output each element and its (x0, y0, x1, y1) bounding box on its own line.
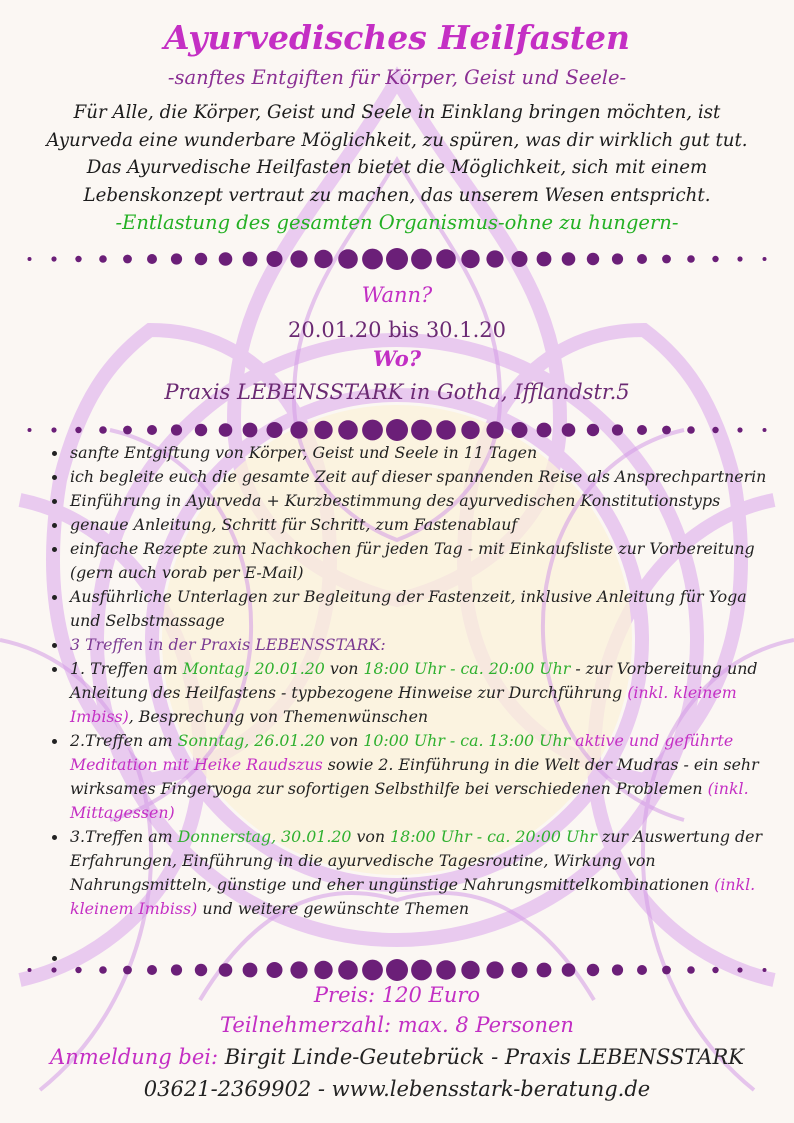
divider-dot (123, 966, 132, 975)
divider-dot (662, 966, 671, 975)
dot-divider (0, 417, 794, 443)
divider-dot (314, 250, 332, 268)
feature-list (48, 441, 768, 921)
divider-dot (28, 257, 32, 261)
divider-dot (486, 421, 503, 438)
divider-dot (338, 249, 358, 269)
divider-dot (267, 962, 283, 978)
divider-dot (219, 963, 233, 977)
divider-dot (362, 960, 383, 981)
contact: 03621-2369902 - www.lebensstark-beratung.de (143, 1077, 651, 1101)
divider-dot (99, 426, 107, 434)
signup-name: Birgit Linde-Geutebrück - Praxis LEBENSSTARK (218, 1045, 744, 1069)
signup-label: Anmeldung bei: (50, 1045, 219, 1069)
divider-dot (763, 257, 767, 261)
divider-dot (486, 961, 503, 978)
divider-dot (737, 256, 742, 261)
intro-line: Lebenskonzept vertraut zu machen, das unserem Wesen entspricht. (83, 184, 711, 206)
divider-dot (219, 423, 233, 437)
divider-dot (99, 255, 107, 263)
divider-dot (219, 252, 233, 266)
divider-dot (51, 427, 56, 432)
divider-dot (28, 428, 32, 432)
divider-dot (386, 419, 408, 441)
divider-dot (712, 256, 718, 262)
signup (0, 1045, 794, 1069)
meeting-1: 1. Treffen am Montag, 20.01.20 von 18:00 Uhr - ca. 20:00 Uhr - zur Vorbereitung und Anleitung des Heilfastens - typbezogene Hinweise zur Durchführung (inkl. kleinem Imbiss), Besprechung von Themenwünschen (48, 657, 768, 729)
divider-dot (461, 961, 479, 979)
divider-dot (662, 255, 671, 264)
divider-dot (51, 256, 56, 261)
divider-dot (436, 960, 456, 980)
divider-dot (123, 255, 132, 264)
empty-bullet (52, 956, 57, 961)
list-item: genaue Anleitung, Schritt für Schritt, zum Fastenablauf (48, 513, 768, 537)
divider-dot (243, 252, 258, 267)
divider-dot (537, 252, 552, 267)
when-label: Wann? (361, 283, 433, 307)
divider-dot (314, 961, 332, 979)
list-item: sanfte Entgiftung von Körper, Geist und Seele in 11 Tagen (48, 441, 768, 465)
meeting-2: 2.Treffen am Sonntag, 26.01.20 von 10:00 Uhr - ca. 13:00 Uhr aktive und geführte Meditation mit Heike Raudszus sowie 2. Einführung in die Welt der Mudras - ein sehr wirksames Fingeryoga zur sofortigen Selbsthilfe bei verschiedenen Problemen (inkl. Mittagessen) (48, 729, 768, 825)
divider-dot (147, 965, 157, 975)
divider-dot (562, 963, 576, 977)
intro-line: Das Ayurvedische Heilfasten bietet die Möglichkeit, sich mit einem (86, 157, 708, 178)
divider-dot (75, 256, 81, 262)
divider-dot (436, 420, 456, 440)
divider-dot (562, 423, 576, 437)
divider-dot (51, 967, 56, 972)
divider-dot (587, 253, 599, 265)
intro-line: Ayurveda eine wunderbare Möglichkeit, zu spüren, was dir wirklich gut tut. (46, 129, 748, 151)
meetings-intro: 3 Treffen in der Praxis LEBENSSTARK: (48, 633, 768, 657)
divider-dot (763, 428, 767, 432)
subtitle: -sanftes Entgiften für Körper, Geist und Seele- (167, 66, 627, 89)
list-item: Einführung in Ayurveda + Kurzbestimmung des ayurvedischen Konstitutionstyps (48, 489, 768, 513)
divider-dot (612, 253, 623, 264)
divider-dot (411, 960, 432, 981)
divider-dot (267, 251, 283, 267)
divider-dot (687, 966, 695, 974)
divider-dot (99, 966, 107, 974)
divider-dot (737, 967, 742, 972)
tagline: -Entlastung des gesamten Organismus-ohne zu hungern- (115, 211, 679, 234)
dot-divider (0, 957, 794, 983)
divider-dot (461, 250, 479, 268)
divider-dot (290, 421, 307, 438)
divider-dot (171, 253, 182, 264)
divider-dot (436, 249, 456, 269)
divider-dot (637, 965, 647, 975)
divider-dot (612, 424, 623, 435)
divider-dot (587, 964, 599, 976)
divider-dot (267, 422, 283, 438)
where-value: Praxis LEBENSSTARK in Gotha, Ifflandstr.5 (164, 380, 630, 404)
divider-dot (362, 249, 383, 270)
page-title: Ayurvedisches Heilfasten (164, 18, 630, 57)
divider-dot (512, 251, 528, 267)
price: Preis: 120 Euro (313, 983, 481, 1007)
divider-dot (587, 424, 599, 436)
divider-dot (763, 968, 767, 972)
divider-dot (737, 427, 742, 432)
divider-dot (171, 964, 182, 975)
divider-dot (662, 426, 671, 435)
intro-line: Für Alle, die Körper, Geist und Seele in Einklang bringen möchten, ist (73, 102, 721, 123)
divider-dot (243, 963, 258, 978)
divider-dot (537, 423, 552, 438)
meeting-3: 3.Treffen am Donnerstag, 30.01.20 von 18:00 Uhr - ca. 20:00 Uhr zur Auswertung der Erfahrungen, Einführung in die ayurvedische Tagesroutine, Wirkung von Nahrungsmitteln, günstige und eher ungünstige Nahrungsmittelkombinationen (inkl. kleinem Imbiss) und weitere gewünschte Themen (48, 825, 768, 921)
divider-dot (461, 421, 479, 439)
divider-dot (147, 254, 157, 264)
divider-dot (338, 420, 358, 440)
divider-dot (386, 959, 408, 981)
divider-dot (362, 420, 383, 441)
divider-dot (637, 425, 647, 435)
divider-dot (290, 250, 307, 267)
divider-dot (195, 424, 207, 436)
divider-dot (562, 252, 576, 266)
divider-dot (687, 255, 695, 263)
participants: Teilnehmerzahl: max. 8 Personen (220, 1013, 574, 1037)
divider-dot (338, 960, 358, 980)
intro-text (20, 99, 774, 209)
divider-dot (486, 250, 503, 267)
divider-dot (314, 421, 332, 439)
divider-dot (290, 961, 307, 978)
divider-dot (537, 963, 552, 978)
divider-dot (512, 962, 528, 978)
divider-dot (147, 425, 157, 435)
divider-dot (75, 427, 81, 433)
divider-dot (512, 422, 528, 438)
divider-dot (411, 249, 432, 270)
divider-dot (637, 254, 647, 264)
list-item: ich begleite euch die gesamte Zeit auf dieser spannenden Reise als Ansprechpartnerin (48, 465, 768, 489)
divider-dot (195, 253, 207, 265)
divider-dot (28, 968, 32, 972)
divider-dot (75, 967, 81, 973)
divider-dot (123, 426, 132, 435)
list-item: Ausführliche Unterlagen zur Begleitung der Fastenzeit, inklusive Anleitung für Yoga und Selbstmassage (48, 585, 768, 633)
divider-dot (386, 248, 408, 270)
divider-dot (712, 427, 718, 433)
dot-divider (0, 246, 794, 272)
divider-dot (411, 420, 432, 441)
divider-dot (687, 426, 695, 434)
divider-dot (243, 423, 258, 438)
list-item: einfache Rezepte zum Nachkochen für jeden Tag - mit Einkaufsliste zur Vorbereitung (gern auch vorab per E-Mail) (48, 537, 768, 585)
divider-dot (712, 967, 718, 973)
where-label: Wo? (372, 346, 422, 371)
divider-dot (171, 424, 182, 435)
divider-dot (612, 964, 623, 975)
divider-dot (195, 964, 207, 976)
when-value: 20.01.20 bis 30.1.20 (288, 318, 506, 342)
